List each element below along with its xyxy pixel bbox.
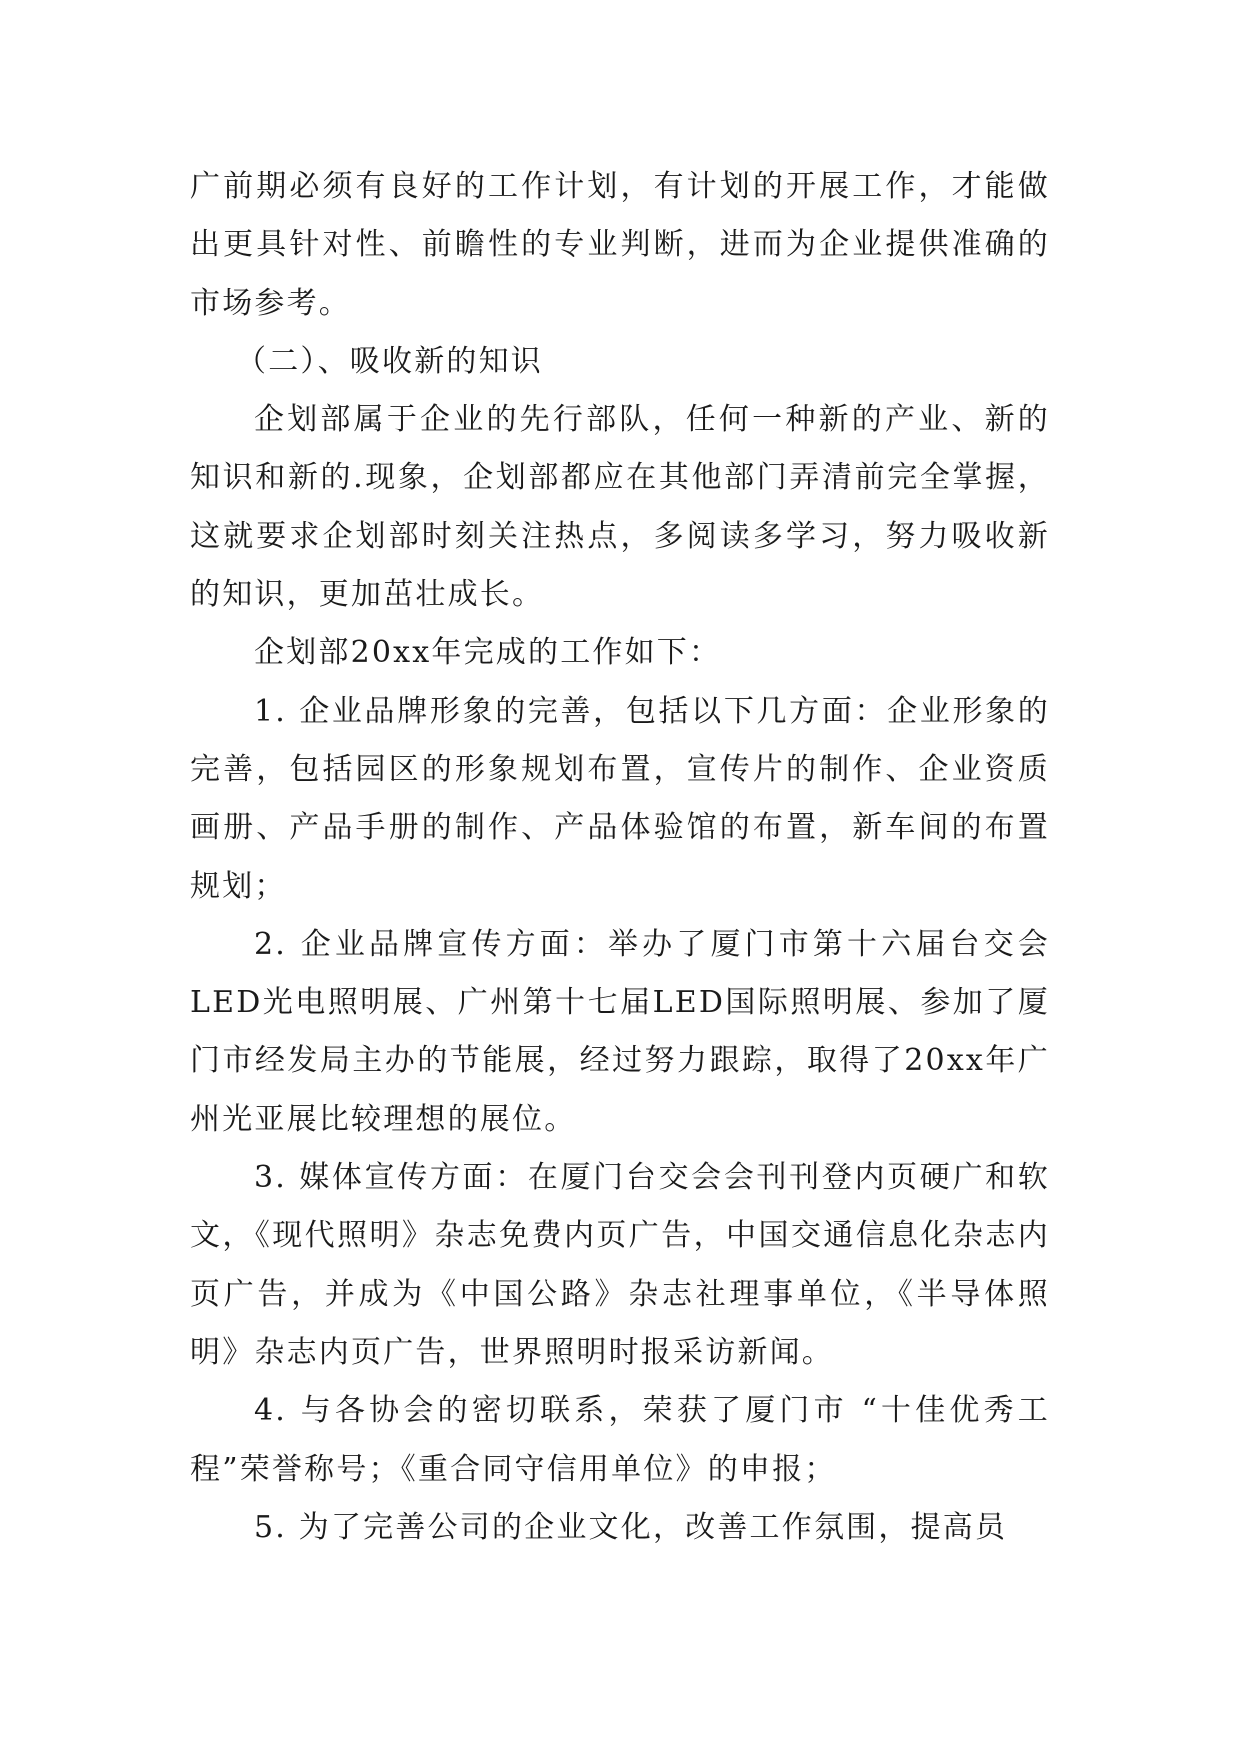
paragraph: 企划部属于企业的先行部队，任何一种新的产业、新的知识和新的.现象，企划部都应在其他部门弄清前完全掌握，这就要求企划部时刻关注热点，多阅读多学习，努力吸收新的知识，更加茁壮成长。 <box>190 402 1050 613</box>
paragraph-continuation: 广前期必须有良好的工作计划，有计划的开展工作，才能做出更具针对性、前瞻性的专业判断，进而为企业提供准确的市场参考。 <box>190 169 1050 321</box>
list-item: 2. 企业品牌宣传方面：举办了厦门市第十六届台交会LED光电照明展、广州第十七届LED国际照明展、参加了厦门市经发局主办的节能展，经过努力跟踪，取得了20xx年广州光亚展比较理想的展位。 <box>190 926 1050 1137</box>
section-heading: （二）、吸收新的知识 <box>236 343 543 379</box>
list-item: 4. 与各协会的密切联系，荣获了厦门市 “十佳优秀工程”荣誉称号；《重合同守信用单位》的申报； <box>190 1393 1050 1487</box>
list-item: 5. 为了完善公司的企业文化，改善工作氛围，提高员 <box>254 1509 1008 1545</box>
paragraph: 企划部20xx年完成的工作如下： <box>254 635 722 671</box>
list-item: 3. 媒体宣传方面：在厦门台交会会刊刊登内页硬广和软文，《现代照明》杂志免费内页广告，中国交通信息化杂志内页广告，并成为《中国公路》杂志社理事单位，《半导体照明》杂志内页广告，世界照明时报采访新闻。 <box>190 1160 1050 1370</box>
list-item: 1. 企业品牌形象的完善，包括以下几方面：企业形象的完善，包括园区的形象规划布置，宣传片的制作、企业资质画册、产品手册的制作、产品体验馆的布置，新车间的布置规划； <box>190 693 1050 904</box>
document-body <box>190 158 1050 1557</box>
